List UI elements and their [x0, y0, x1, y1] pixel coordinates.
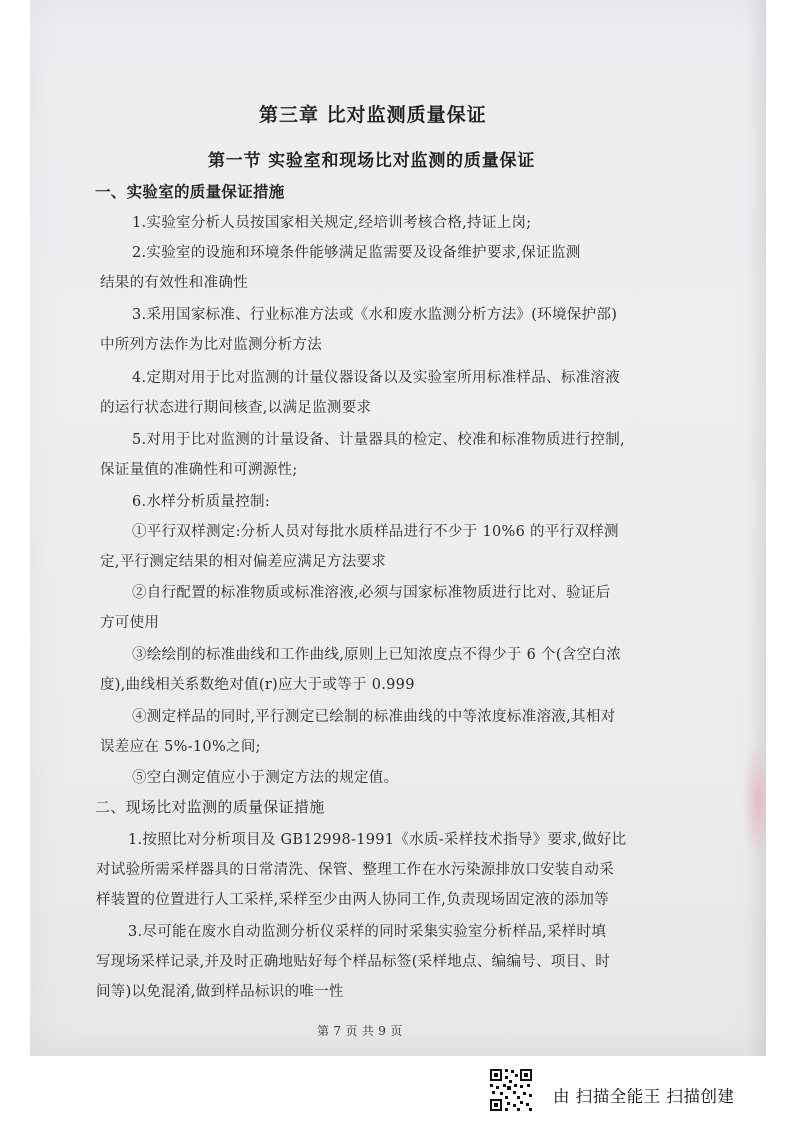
scanned-page: [30, 0, 766, 1056]
chapter-title: 第三章 比对监测质量保证: [259, 104, 487, 126]
heading-field-measures: 二、现场比对监测的质量保证措施: [95, 798, 325, 816]
text-line: 1.实验室分析人员按国家相关规定,经培训考核合格,持证上岗;: [132, 215, 532, 231]
text-line: ③绘绘削的标准曲线和工作曲线,原则上已知浓度点不得少于 6 个(含空白浓: [132, 647, 622, 663]
page-number: 第 7 页 共 9 页: [317, 1024, 403, 1038]
text-line: ④测定样品的同时,平行测定已绘制的标准曲线的中等浓度标准溶液,其相对: [132, 709, 616, 725]
text-line: 6.水样分析质量控制:: [132, 494, 271, 510]
scanner-watermark-text: 由 扫描全能王 扫描创建: [553, 1087, 735, 1106]
page-stain: [742, 740, 766, 860]
text-line: 误差应在 5%-10%之间;: [100, 739, 261, 755]
section-title: 第一节 实验室和现场比对监测的质量保证: [208, 151, 536, 171]
text-line: 中所列方法作为比对监测分析方法: [100, 337, 322, 353]
text-line: 的运行状态进行期间核查,以满足监测要求: [100, 400, 372, 416]
text-line: 样装置的位置进行人工采样,采样至少由两人协同工作,负责现场固定液的添加等: [96, 892, 610, 908]
text-line: 度),曲线相关系数绝对值(r)应大于或等于 0.999: [100, 677, 415, 693]
text-line: 3.采用国家标准、行业标准方法或《水和废水监测分析方法》(环境保护部): [132, 307, 618, 323]
text-line: 3.尽可能在废水自动监测分析仪采样的同时采集实验室分析样品,采样时填: [128, 924, 607, 940]
page-edge-shadow: [748, 0, 766, 1056]
heading-lab-measures: 一、实验室的质量保证措施: [95, 182, 285, 201]
text-line: 写现场采样记录,并及时正确地贴好每个样品标签(采样地点、编编号、项目、时: [96, 954, 611, 970]
text-line: 对试验所需采样器具的日常清洗、保管、整理工作在水污染源排放口安装自动采: [96, 862, 614, 878]
text-line: 方可使用: [100, 615, 160, 631]
text-line: ①平行双样测定:分析人员对每批水质样品进行不少于 10%6 的平行双样测: [132, 524, 619, 540]
text-line: 1.按照比对分析项目及 GB12998-1991《水质-采样技术指导》要求,做好比: [128, 832, 627, 848]
text-line: 4.定期对用于比对监测的计量仪器设备以及实验室所用标准样品、标准溶液: [132, 370, 621, 386]
text-line: ⑤空白测定值应小于测定方法的规定值。: [132, 770, 399, 786]
text-line: 结果的有效性和准确性: [100, 275, 248, 291]
text-line: 定,平行测定结果的相对偏差应满足方法要求: [100, 554, 387, 570]
text-line: ②自行配置的标准物质或标准溶液,必须与国家标准物质进行比对、验证后: [132, 585, 611, 601]
qr-code-icon: [489, 1068, 533, 1112]
text-line: 保证量值的准确性和可溯源性;: [100, 462, 298, 478]
text-line: 2.实验室的设施和环境条件能够满足监需要及设备维护要求,保证监测: [132, 245, 581, 261]
text-line: 间等)以免混淆,做到样品标识的唯一性: [96, 984, 344, 1000]
text-line: 5.对用于比对监测的计量设备、计量器具的检定、校准和标准物质进行控制,: [132, 432, 625, 448]
